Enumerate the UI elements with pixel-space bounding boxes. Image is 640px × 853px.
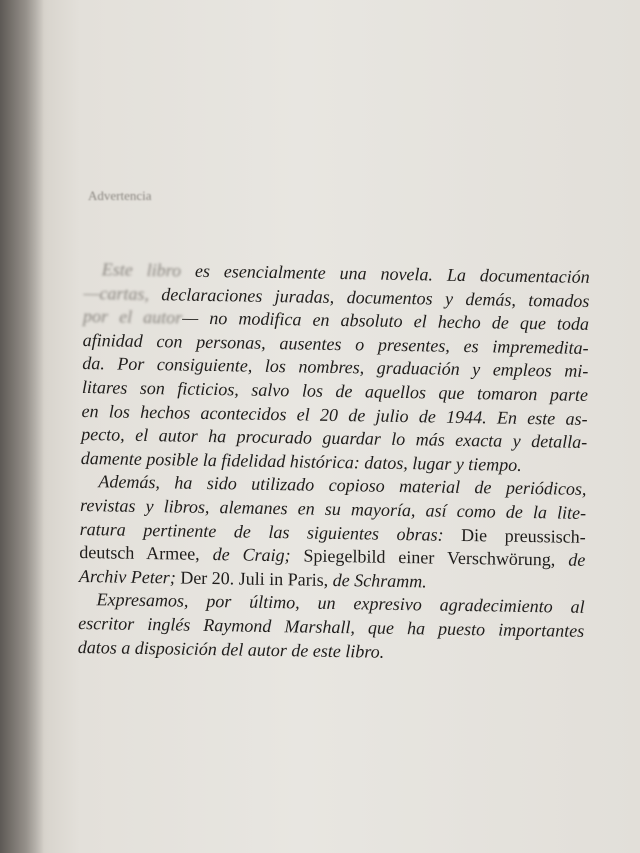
- italic-text: pecto, el autor ha procurado guardar lo más exacta y detalla-: [81, 424, 588, 453]
- italic-text: en los hechos acontecidos el 20 de julio de 1944. En este as-: [81, 400, 588, 429]
- italic-text: por el autor: [82, 306, 183, 328]
- section-heading: Advertencia: [88, 188, 152, 203]
- italic-text: —cartas,: [83, 282, 150, 304]
- italic-text: damente posible la fidelidad histórica: datos, lugar y tiempo.: [80, 447, 522, 475]
- italic-text: litares son ficticios, salvo los de aquellos que tomaron parte: [81, 376, 589, 405]
- roman-text: Die preussisch-: [460, 524, 586, 547]
- italic-text: de Craig;: [212, 544, 304, 566]
- italic-text: datos a disposición del autor de este libro.: [77, 636, 385, 662]
- italic-text: afinidad con personas, ausentes o presentes, es impremedita-: [82, 329, 589, 358]
- italic-text: revistas y libros, alemanes en su mayoría, así como de la lite-: [79, 494, 587, 523]
- roman-text: deutsch Armee,: [79, 542, 213, 565]
- italic-text: da. Por consiguiente, los nombres, graduación y empleos mi-: [82, 353, 589, 382]
- italic-text: Archiv Peter;: [78, 565, 181, 588]
- roman-text: Der 20. Juli in Paris,: [180, 567, 333, 590]
- italic-text: escritor inglés Raymond Marshall, que ha puesto importantes: [78, 612, 585, 641]
- italic-text: de: [568, 549, 586, 571]
- italic-text: Además, ha sido utilizado copioso material de periódicos,: [98, 471, 587, 500]
- italic-text: — no modifica en absoluto el hecho de que toda: [182, 307, 590, 335]
- italic-text: Este libro: [101, 259, 182, 281]
- roman-text: Spiegelbild einer Verschwörung,: [303, 545, 569, 570]
- italic-text: declaraciones juradas, documentos y demás, tomados: [148, 283, 590, 311]
- italic-text: ratura pertinente de las siguientes obras:: [79, 518, 462, 545]
- book-gutter: [0, 0, 44, 853]
- body-text: [78, 258, 590, 667]
- italic-text: Expresamos, por último, un expresivo agradecimiento al: [96, 589, 585, 618]
- italic-text: es esencialmente una novela. La documentación: [180, 260, 590, 287]
- italic-text: de Schramm.: [332, 569, 427, 592]
